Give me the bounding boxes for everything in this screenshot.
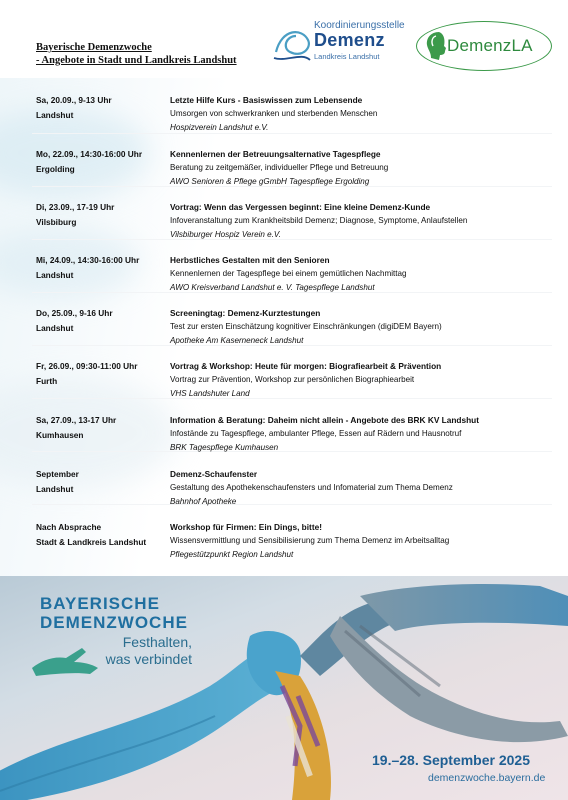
event-organizer: Pflegestützpunkt Region Landshut — [170, 550, 294, 559]
event-organizer: VHS Landshuter Land — [170, 389, 250, 398]
event-entry — [0, 360, 568, 410]
event-date: Fr, 26.09., 09:30-11:00 Uhr — [36, 361, 138, 371]
event-description: Infoveranstaltung zum Krankheitsbild Demenz; Diagnose, Symptome, Anlaufstellen — [170, 216, 468, 225]
event-description: Beratung zu zeitgemäßer, individueller Pflege und Betreuung — [170, 163, 389, 172]
event-title: Screeningtag: Demenz-Kurztestungen — [170, 308, 321, 318]
event-entry — [0, 414, 568, 464]
event-entry — [0, 201, 568, 251]
event-place: Kumhausen — [36, 430, 84, 440]
event-organizer: AWO Kreisverband Landshut e. V. Tagespflege Landshut — [170, 283, 375, 292]
event-organizer: Vilsbiburger Hospiz Verein e.V. — [170, 230, 281, 239]
event-place: Landshut — [36, 323, 74, 333]
event-organizer: AWO Senioren & Pflege gGmbH Tagespflege Ergolding — [170, 177, 370, 186]
event-date: September — [36, 469, 79, 479]
koordinierungsstelle-logo — [272, 20, 405, 68]
event-title: Vortrag: Wenn das Vergessen beginnt: Eine kleine Demenz-Kunde — [170, 202, 431, 212]
event-place: Furth — [36, 376, 58, 386]
event-entry — [0, 148, 568, 198]
document-title — [36, 41, 237, 67]
ribbon-icon — [272, 22, 314, 66]
poster-slogan-line1: Festhalten, — [122, 634, 192, 650]
event-title: Demenz-Schaufenster — [170, 469, 258, 479]
document-title-line2: - Angebote in Stadt und Landkreis Landshut — [36, 55, 237, 66]
event-place: Landshut — [36, 484, 74, 494]
event-description: Vortrag zur Prävention, Workshop zur persönlichen Biographiearbeit — [170, 375, 415, 384]
logo-landkreis-text: Landkreis Landshut — [314, 52, 380, 61]
event-entry — [0, 521, 568, 571]
event-place: Landshut — [36, 110, 74, 120]
logo-koordinierungsstelle-text: Koordinierungsstelle — [314, 20, 405, 31]
event-description: Umsorgen von schwerkranken und sterbenden Menschen — [170, 109, 378, 118]
event-entry — [0, 468, 568, 518]
event-organizer: BRK Tagespflege Kumhausen — [170, 443, 279, 452]
event-title: Workshop für Firmen: Ein Dings, bitte! — [170, 522, 322, 532]
event-entry — [0, 254, 568, 304]
event-entry — [0, 307, 568, 357]
event-date: Sa, 20.09., 9-13 Uhr — [36, 95, 112, 105]
poster-url: demenzwoche.bayern.de — [428, 772, 546, 784]
event-organizer: Apotheke Am Kaserneneck Landshut — [170, 336, 304, 345]
event-title: Vortrag & Workshop: Heute für morgen: Biografiearbeit & Prävention — [170, 361, 442, 371]
poster-slogan — [92, 634, 192, 668]
logo-demenzla-text: DemenzLA — [447, 36, 533, 55]
event-date: Di, 23.09., 17-19 Uhr — [36, 202, 115, 212]
event-schedule — [0, 78, 568, 576]
event-date: Do, 25.09., 9-16 Uhr — [36, 308, 113, 318]
head-profile-icon — [423, 30, 449, 62]
poster-title-line2: DEMENZWOCHE — [40, 613, 188, 632]
event-organizer: Bahnhof Apotheke — [170, 497, 237, 506]
event-description: Gestaltung des Apothekenschaufensters und Infomaterial zum Thema Demenz — [170, 483, 453, 492]
event-title: Letzte Hilfe Kurs - Basiswissen zum Lebensende — [170, 95, 363, 105]
event-title: Information & Beratung: Daheim nicht allein - Angebote des BRK KV Landshut — [170, 415, 479, 425]
event-place: Landshut — [36, 270, 74, 280]
poster-title-line1: BAYERISCHE — [40, 594, 160, 613]
logo-demenz-text: Demenz — [314, 30, 385, 50]
event-date: Sa, 27.09., 13-17 Uhr — [36, 415, 117, 425]
event-title: Kennenlernen der Betreuungsalternative Tagespflege — [170, 149, 381, 159]
event-place: Vilsbiburg — [36, 217, 77, 227]
event-organizer: Hospizverein Landshut e.V. — [170, 123, 269, 132]
demenzwoche-poster — [0, 576, 568, 800]
document-title-line1: Bayerische Demenzwoche — [36, 42, 152, 53]
poster-slogan-line2: was verbindet — [105, 651, 192, 667]
event-entry — [0, 94, 568, 144]
two-hands-icon — [30, 638, 100, 678]
poster-title — [40, 594, 240, 632]
event-place: Ergolding — [36, 164, 75, 174]
event-date: Mi, 24.09., 14:30-16:00 Uhr — [36, 255, 140, 265]
event-title: Herbstliches Gestalten mit den Senioren — [170, 255, 330, 265]
event-description: Infostände zu Tagespflege, ambulanter Pflege, Essen auf Rädern und Hausnotruf — [170, 429, 462, 438]
event-description: Kennenlernen der Tagespflege bei einem gemütlichen Nachmittag — [170, 269, 407, 278]
demenzla-logo — [416, 21, 552, 71]
event-description: Wissensvermittlung und Sensibilisierung zum Thema Demenz im Arbeitsalltag — [170, 536, 450, 545]
event-description: Test zur ersten Einschätzung kognitiver Einschränkungen (digiDEM Bayern) — [170, 322, 442, 331]
event-date: Nach Absprache — [36, 522, 102, 532]
event-date: Mo, 22.09., 14:30-16:00 Uhr — [36, 149, 143, 159]
poster-dates: 19.–28. September 2025 — [372, 752, 530, 768]
event-place: Stadt & Landkreis Landshut — [36, 537, 147, 547]
